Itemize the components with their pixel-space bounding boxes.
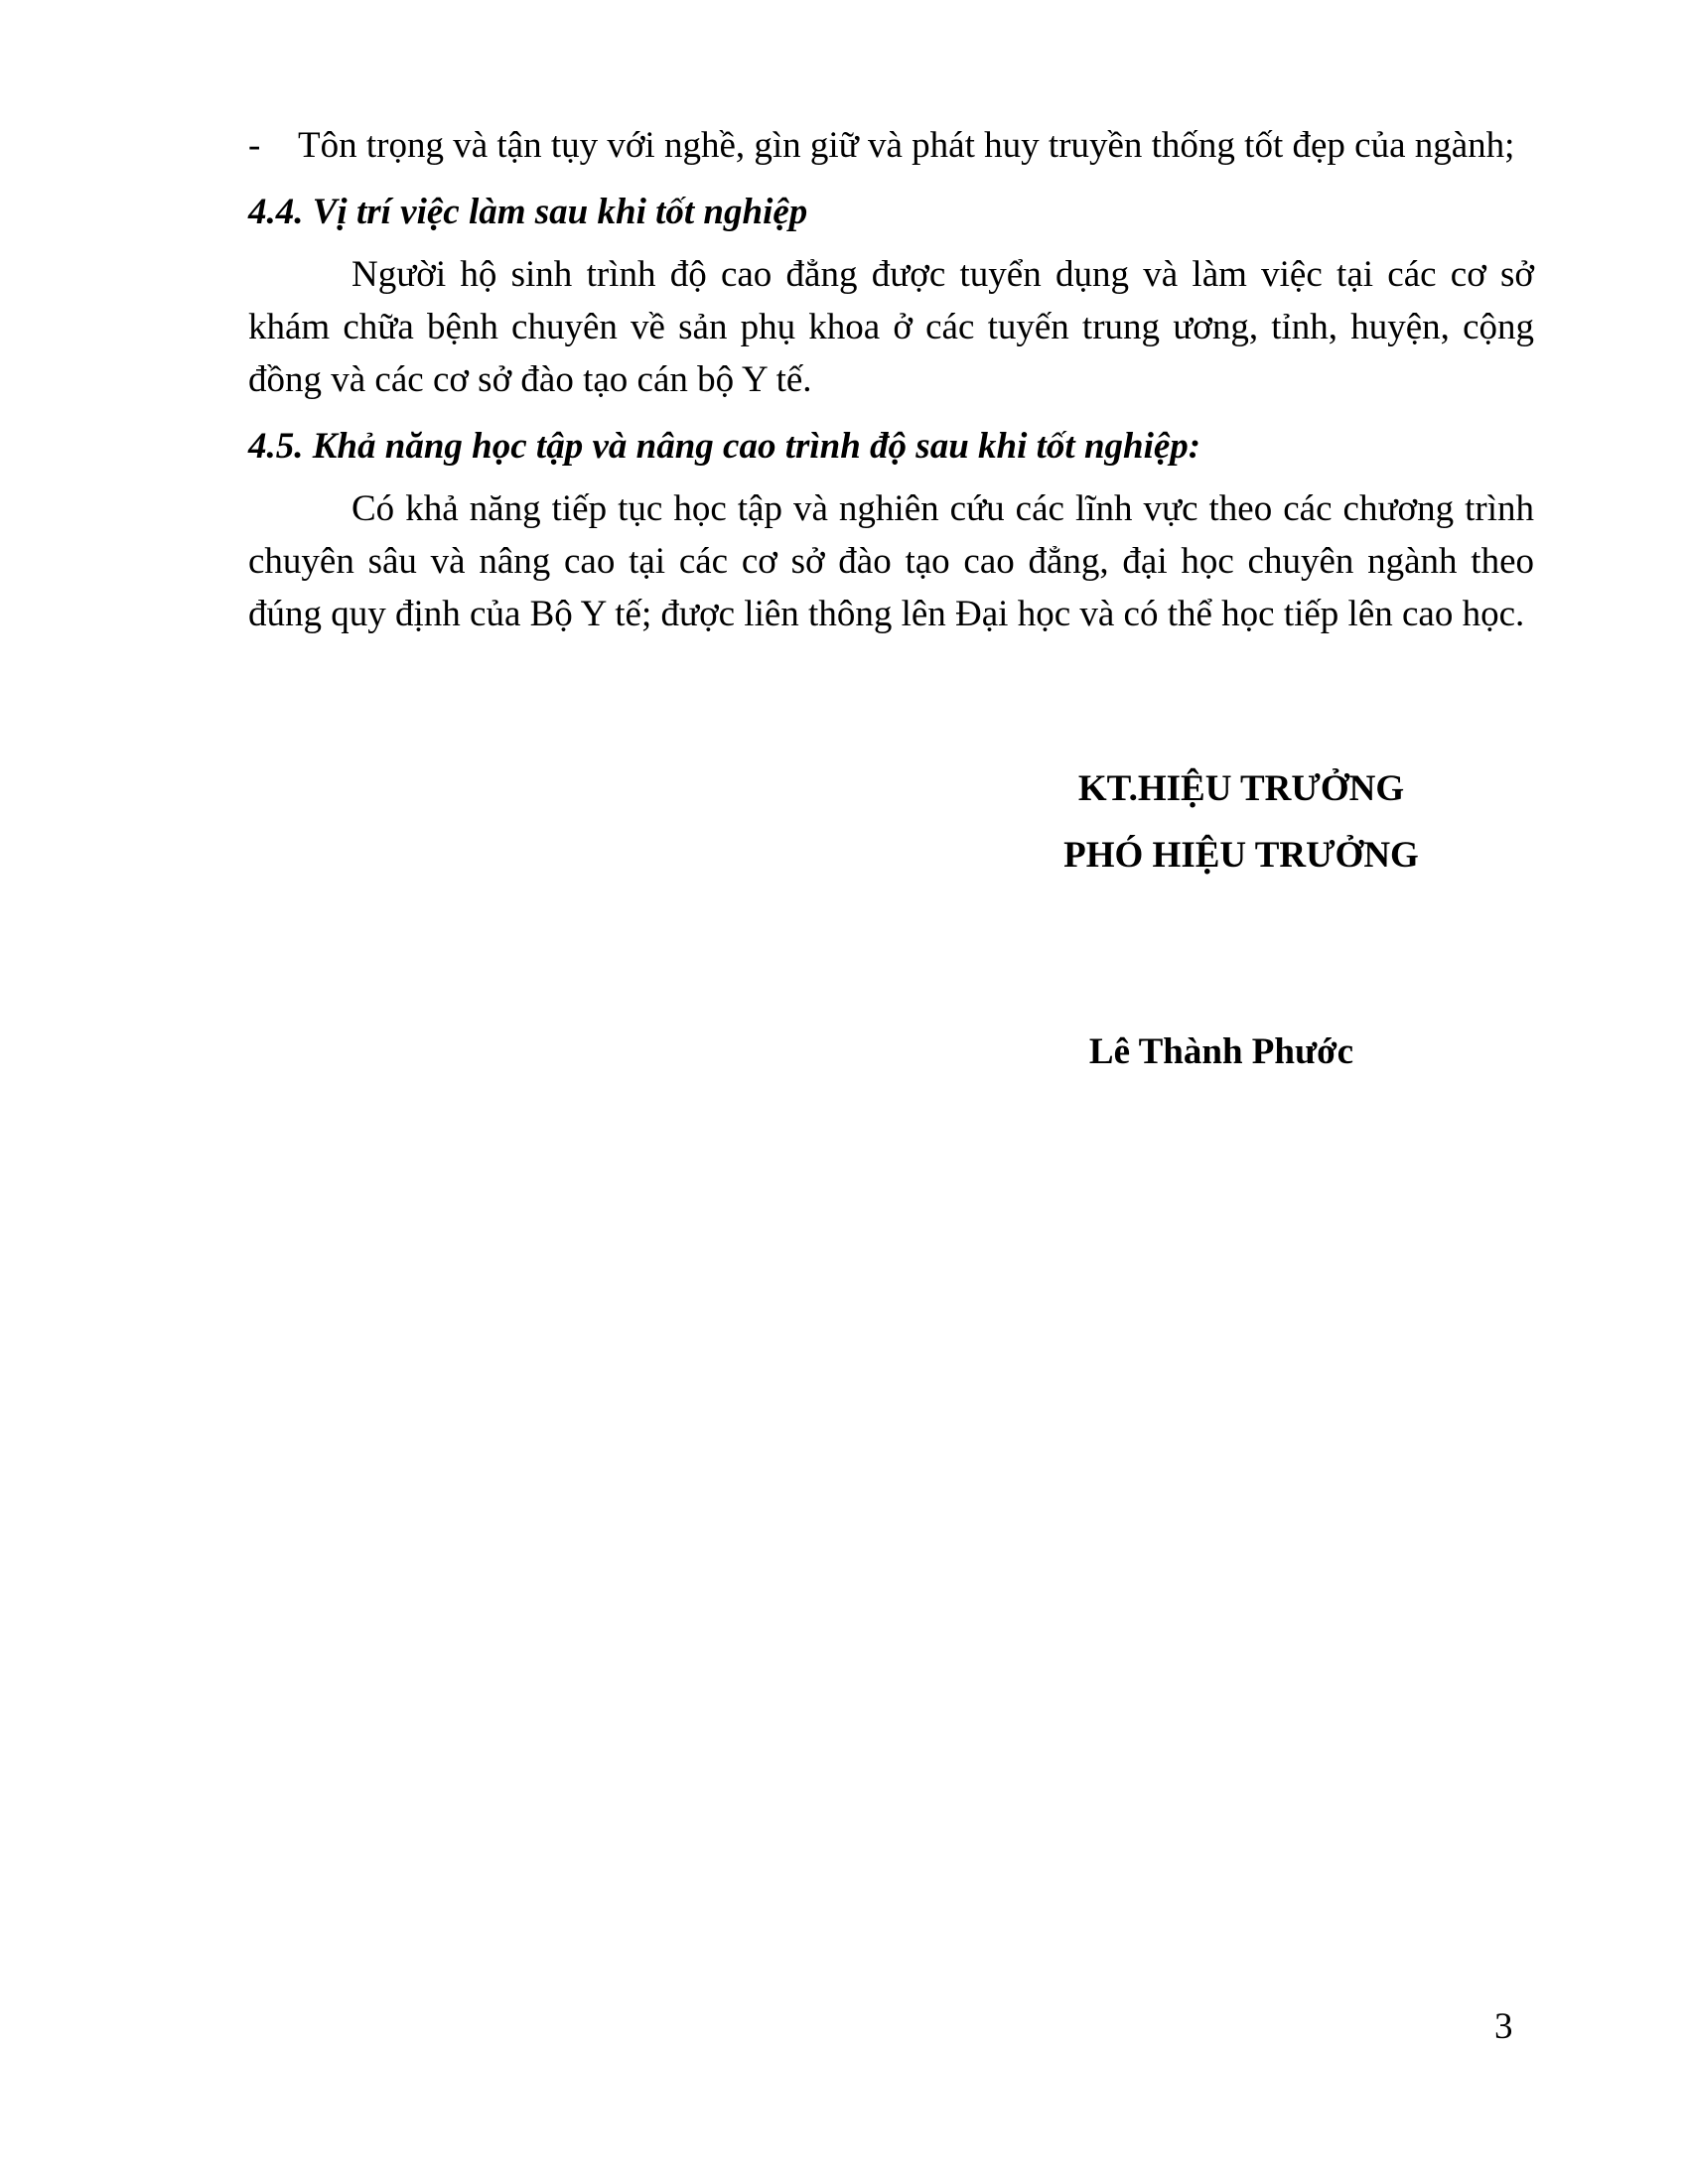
signature-title: [1033, 762, 1450, 882]
signature-line-2: PHÓ HIỆU TRƯỞNG: [1063, 835, 1419, 876]
document-body: [248, 119, 1534, 640]
section-4-5-heading: 4.5. Khả năng học tập và nâng cao trình độ sau khi tốt nghiệp:: [248, 426, 1201, 467]
section-4-4-heading: 4.4. Vị trí việc làm sau khi tốt nghiệp: [248, 192, 808, 232]
signature-line-1: KT.HIỆU TRƯỞNG: [1077, 768, 1405, 809]
bullet-text: Tôn trọng và tận tụy với nghề, gìn giữ và phát huy truyền thống tốt đẹp của ngành;: [298, 125, 1515, 166]
bullet-dash: -: [248, 125, 261, 166]
page-number: 3: [1494, 2006, 1513, 2047]
signatory-name: Lê Thành Phước: [1088, 1031, 1354, 1072]
section-4-4-body: Người hộ sinh trình độ cao đẳng được tuyển dụng và làm việc tại các cơ sở khám chữa bệnh chuyên về sản phụ khoa ở các tuyến trung ương, tỉnh, huyện, cộng đồng và các cơ sở đào tạo cán bộ Y tế.: [248, 254, 1534, 400]
bullet-item: [248, 119, 1534, 172]
section-4-5-body: Có khả năng tiếp tục học tập và nghiên cứu các lĩnh vực theo các chương trình chuyên sâu và nâng cao tại các cơ sở đào tạo cao đẳng, đại học chuyên ngành theo đúng quy định của Bộ Y tế; được liên thông lên Đại học và có thể học tiếp lên cao học.: [248, 488, 1534, 634]
